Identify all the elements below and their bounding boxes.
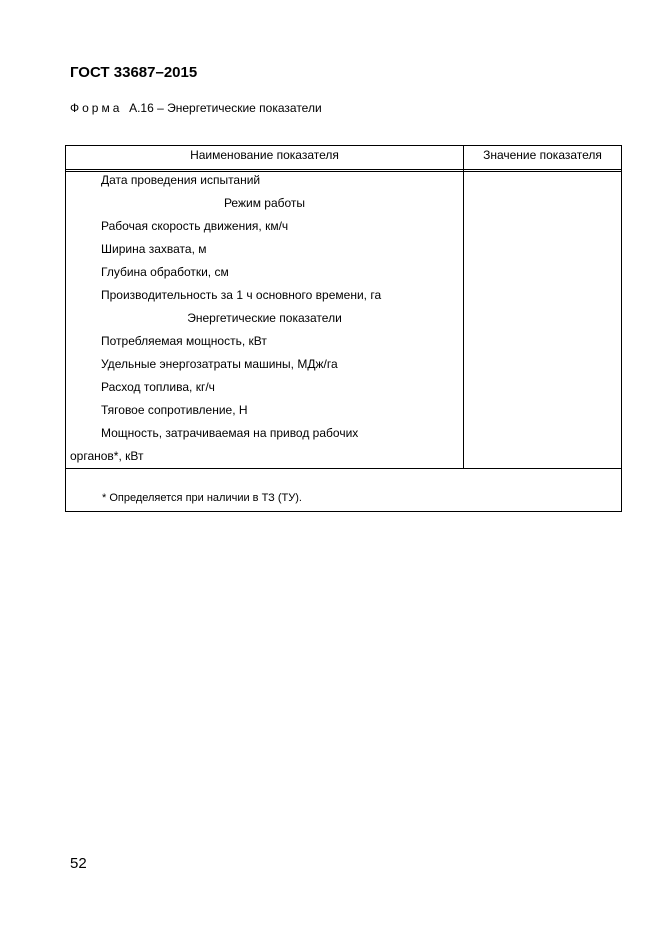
form-title-text: А.16 – Энергетические показатели (129, 101, 322, 115)
table-row: Глубина обработки, см (101, 265, 229, 279)
table-row: Потребляемая мощность, кВт (101, 334, 267, 348)
table-row: Расход топлива, кг/ч (101, 380, 215, 394)
indicators-table (65, 145, 622, 512)
table-row: Рабочая скорость движения, км/ч (101, 219, 289, 233)
page-number: 52 (70, 855, 87, 872)
table-row: Удельные энергозатраты машины, МДж/га (101, 357, 338, 371)
table-footnote: * Определяется при наличии в ТЗ (ТУ). (102, 492, 302, 504)
column-divider (463, 170, 464, 469)
table-row: Производительность за 1 ч основного времени, га (101, 288, 382, 302)
table-row: Дата проведения испытаний (101, 173, 261, 187)
table-row: Мощность, затрачиваемая на привод рабочих (101, 426, 359, 440)
column-header-name: Наименование показателя (66, 146, 464, 169)
document-code: ГОСТ 33687–2015 (70, 64, 198, 81)
table-section-heading: Энергетические показатели (187, 311, 342, 325)
table-row: Ширина захвата, м (101, 242, 207, 256)
form-label: Форма (70, 101, 123, 115)
table-section-heading: Режим работы (223, 196, 306, 210)
table-row-continuation: органов*, кВт (70, 449, 144, 463)
table-row: Тяговое сопротивление, Н (101, 403, 248, 417)
form-title (70, 101, 322, 115)
column-header-value: Значение показателя (483, 148, 602, 162)
table-header (66, 146, 621, 170)
table-body-bottom-rule (66, 468, 621, 469)
